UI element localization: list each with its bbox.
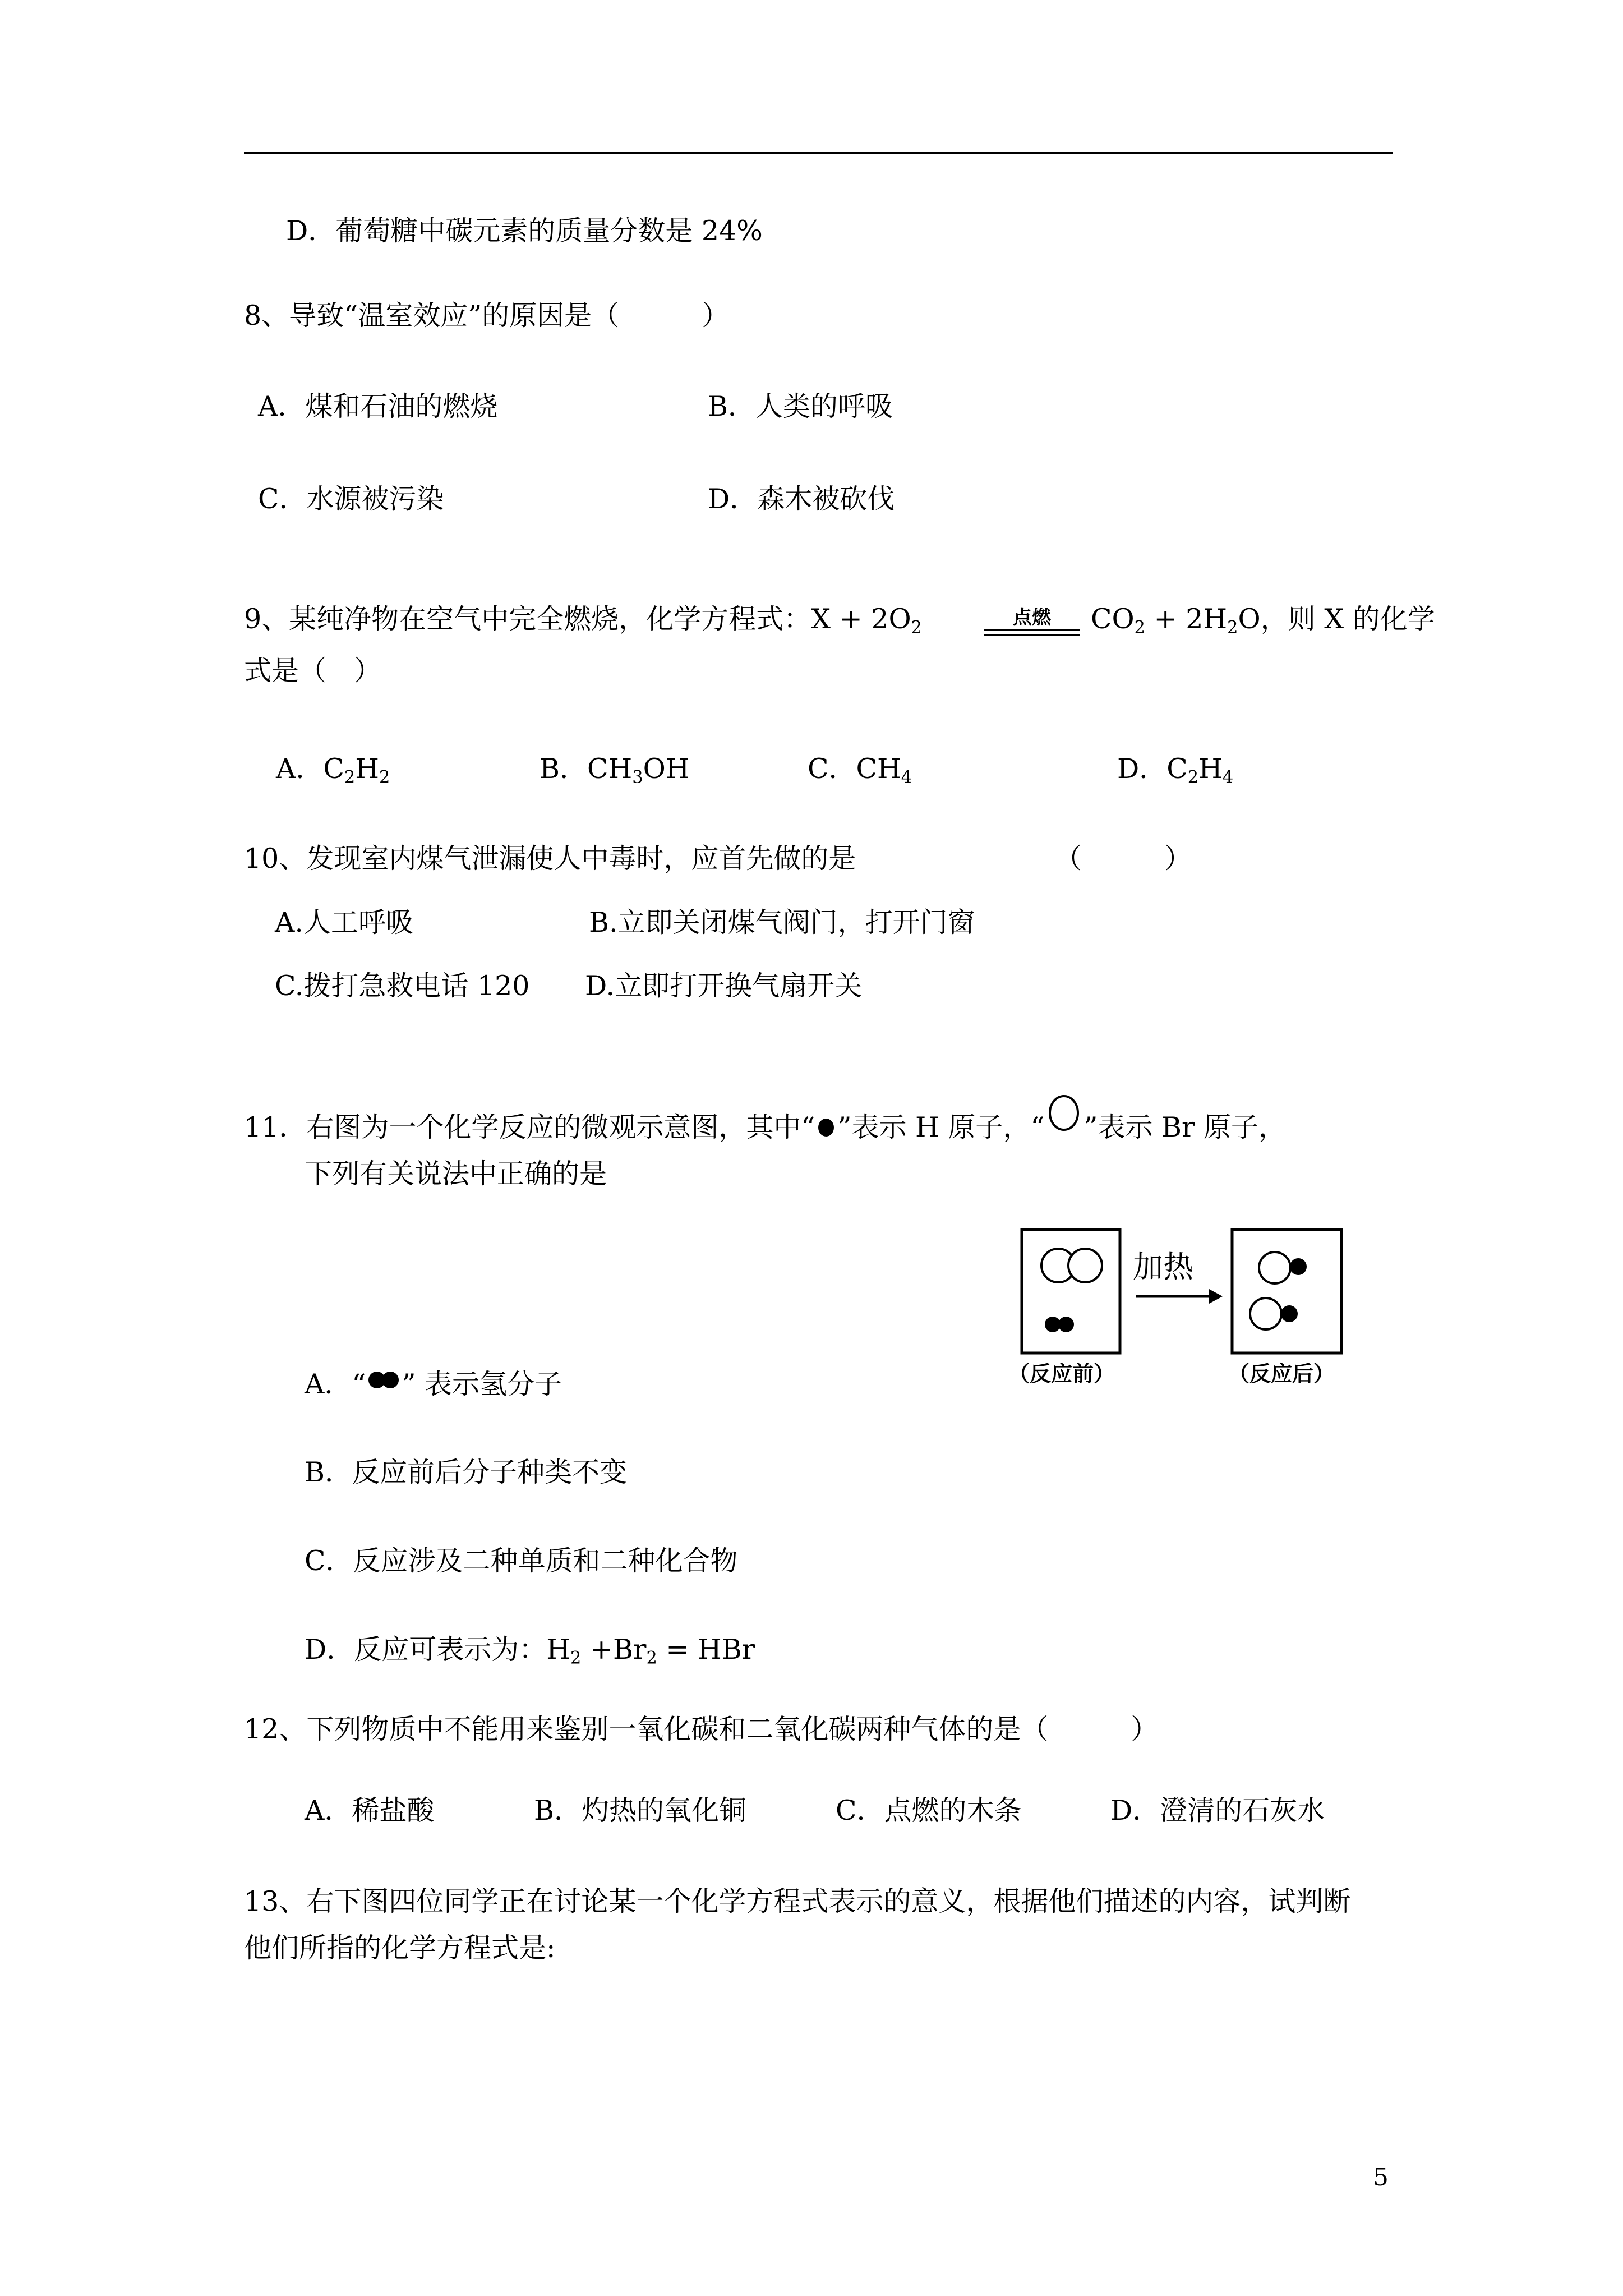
- q8-option-a: A．煤和石油的燃烧: [258, 390, 498, 422]
- q11-option-b: B．反应前后分子种类不变: [305, 1456, 628, 1488]
- q9-option-d: D．$C_2H_4$: [1117, 753, 1234, 788]
- q9-stem-right: $CO_2 + 2H_2O$，则 X 的化学: [1091, 603, 1435, 638]
- q10-answer-paren: （ ）: [1054, 843, 1192, 875]
- q11-option-a: A．“ ” 表示氢分子: [305, 1368, 562, 1400]
- q9-stem-line2: 式是（ ）: [244, 655, 382, 687]
- q11-option-d: D．反应可表示为：$H_2 +Br_2$ = HBr: [305, 1634, 755, 1668]
- page-number: 5: [1373, 2163, 1389, 2192]
- q12-option-a: A．稀盐酸: [305, 1795, 435, 1826]
- q9-equals-line-bottom: [984, 634, 1080, 636]
- after-reaction-box: [1232, 1230, 1341, 1353]
- q11-stem-line2: 下列有关说法中正确的是: [305, 1158, 607, 1190]
- h2-molecule-icon: [366, 1369, 402, 1391]
- q12-stem: 12、下列物质中不能用来鉴别一氧化碳和二氧化碳两种气体的是（ ）: [244, 1713, 1159, 1745]
- q7-option-d: D．葡萄糖中碳元素的质量分数是 24%: [286, 215, 763, 247]
- q13-stem-line1: 13、右下图四位同学正在讨论某一个化学方程式表示的意义，根据他们描述的内容，试判断: [244, 1885, 1351, 1917]
- q8-option-b: B．人类的呼吸: [708, 390, 893, 422]
- q9-equals-line-top: [984, 629, 1080, 631]
- before-reaction-label: （反应前）: [1008, 1361, 1115, 1386]
- q9-option-c: C．$CH_4$: [808, 753, 912, 788]
- q11-option-c: C．反应涉及二种单质和二种化合物: [305, 1545, 738, 1577]
- q8-stem: 8、导致“温室效应”的原因是（ ）: [244, 300, 730, 332]
- q9-reaction-condition: [984, 606, 1080, 642]
- q9-option-a: A．$C_2H_2$: [276, 753, 390, 788]
- br2-molecule-before: [1041, 1249, 1102, 1282]
- q8-option-d: D．森木被砍伐: [708, 483, 895, 515]
- after-reaction-label: （反应后）: [1228, 1361, 1335, 1386]
- q9-stem-left: 9、某纯净物在空气中完全燃烧，化学方程式：$X + 2O_2$: [244, 603, 922, 638]
- q10-stem: 10、发现室内煤气泄漏使人中毒时，应首先做的是: [244, 843, 856, 875]
- q12-option-d: D．澄清的石灰水: [1110, 1795, 1325, 1826]
- br-atom-icon: [1044, 1093, 1083, 1133]
- heat-arrow: [1136, 1289, 1223, 1304]
- before-reaction-box: [1022, 1230, 1120, 1353]
- q12-option-b: B．灼热的氧化铜: [534, 1795, 747, 1826]
- q10-option-a: A.人工呼吸: [275, 907, 413, 938]
- q10-option-b: B.立即关闭煤气阀门，打开门窗: [589, 907, 975, 938]
- h-atom-icon: [815, 1116, 837, 1139]
- header-rule: [244, 152, 1393, 154]
- q9-condition-label: 点燃: [1013, 606, 1051, 629]
- q9-option-b: B．$CH_3OH$: [540, 753, 690, 788]
- q8-option-c: C．水源被污染: [258, 483, 444, 515]
- heat-condition-label: 加热: [1133, 1249, 1193, 1285]
- q12-option-c: C．点燃的木条: [836, 1795, 1022, 1826]
- q10-option-c: C.拨打急救电话 120: [275, 970, 530, 1002]
- q10-option-d: D.立即打开换气扇开关: [585, 970, 863, 1002]
- q13-stem-line2: 他们所指的化学方程式是:: [244, 1932, 556, 1964]
- q11-stem: 11．右图为一个化学反应的微观示意图，其中“ ”表示 H 原子，“ ”表示 Br 原子，: [244, 1093, 1286, 1143]
